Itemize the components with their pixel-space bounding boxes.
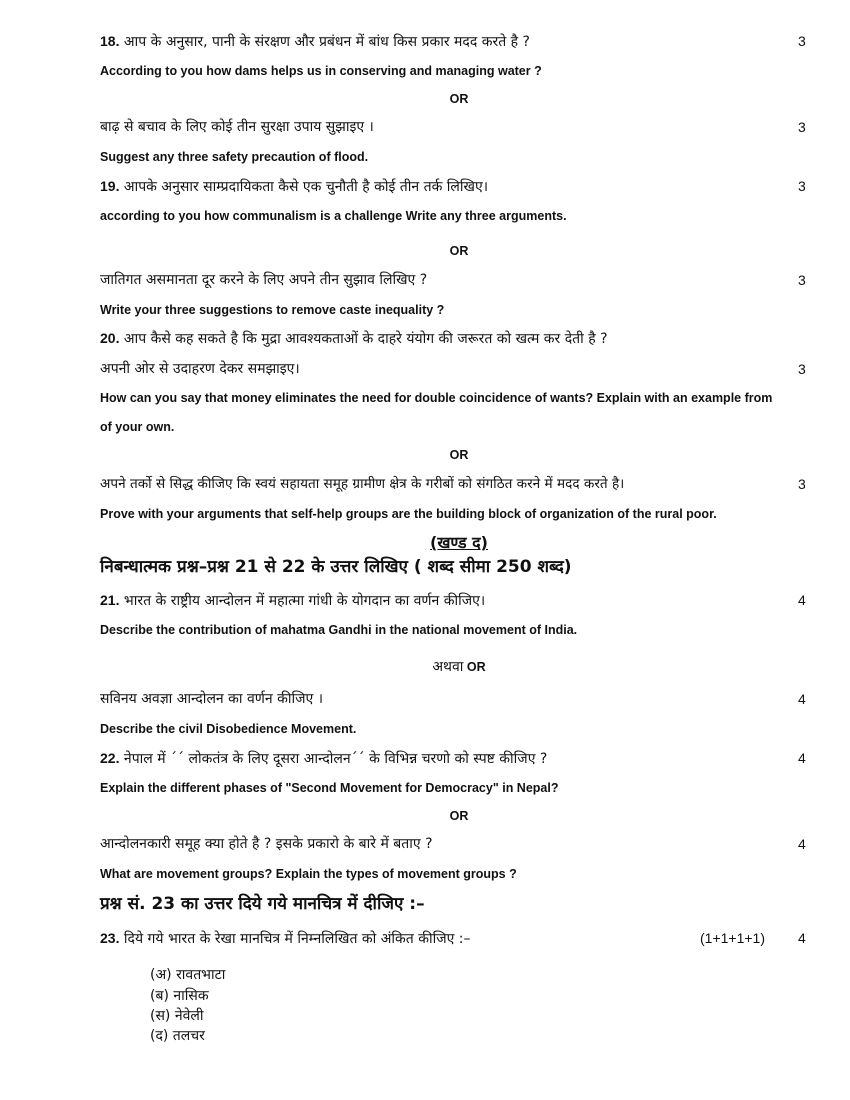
or-label: OR bbox=[449, 809, 469, 823]
marks-split: (1+1+1+1) bbox=[700, 930, 765, 946]
alt-question-hindi: जातिगत असमानता दूर करने के लिए अपने तीन सुझाव लिखिए ? bbox=[100, 272, 428, 288]
alt-question-hindi: सविनय अवज्ञा आन्दोलन का वर्णन कीजिए । bbox=[100, 691, 323, 707]
alt-question-english: Write your three suggestions to remove caste inequality ? bbox=[100, 303, 445, 317]
marks: 3 bbox=[798, 272, 806, 288]
alt-question-hindi: बाढ़ से बचाव के लिए कोई तीन सुरक्षा उपाय सुझाइए । bbox=[100, 119, 374, 135]
marks: 4 bbox=[798, 836, 806, 852]
alt-question-english: Prove with your arguments that self-help groups are the building block of organization of the rural poor. bbox=[100, 507, 717, 521]
section-heading: निबन्धात्मक प्रश्न–प्रश्न 21 से 22 के उत्तर लिखिए ( शब्द सीमा 250 शब्द) bbox=[100, 557, 572, 577]
alt-question-english: Suggest any three safety precaution of flood. bbox=[100, 150, 369, 164]
list-item: (स) नेवेली bbox=[150, 1008, 204, 1024]
question-number: 22. bbox=[100, 750, 120, 766]
question-number: 18. bbox=[100, 33, 120, 49]
list-item: (ब) नासिक bbox=[150, 988, 209, 1004]
section-title: (खण्ड द) bbox=[430, 533, 488, 552]
or-label: अथवा OR bbox=[432, 659, 486, 675]
marks: 3 bbox=[798, 361, 806, 377]
question-english: Describe the contribution of mahatma Gandhi in the national movement of India. bbox=[100, 623, 578, 637]
or-label: OR bbox=[449, 244, 469, 258]
marks: 4 bbox=[798, 592, 806, 608]
alt-question-english: What are movement groups? Explain the types of movement groups ? bbox=[100, 867, 517, 881]
question-number: 21. bbox=[100, 592, 120, 608]
list-item: (द) तलचर bbox=[150, 1028, 205, 1044]
question-number: 23. bbox=[100, 930, 120, 946]
question-number: 20. bbox=[100, 330, 120, 346]
marks: 3 bbox=[798, 33, 806, 49]
question-hindi: आपके अनुसार साम्प्रदायिकता कैसे एक चुनौती है कोई तीन तर्क लिखिए। bbox=[123, 179, 489, 195]
question-english: according to you how communalism is a challenge Write any three arguments. bbox=[100, 209, 567, 223]
marks: 4 bbox=[798, 750, 806, 766]
question-hindi: आप के अनुसार, पानी के संरक्षण और प्रबंधन में बांध किस प्रकार मदद करते है ? bbox=[123, 34, 530, 50]
question-hindi: नेपाल में ´´ लोकतंत्र के लिए दूसरा आन्दोलन´´ के विभिन्न चरणो को स्पष्ट कीजिए ? bbox=[123, 751, 548, 767]
marks: 4 bbox=[798, 930, 806, 946]
question-hindi: आप कैसे कह सकते है कि मुद्रा आवश्यकताओं के दाहरे यंयोग की जरूरत को खत्म कर देती है ? bbox=[123, 331, 608, 347]
question-number: 19. bbox=[100, 178, 120, 194]
or-label: OR bbox=[449, 92, 469, 106]
alt-question-english: Describe the civil Disobedience Movement. bbox=[100, 722, 357, 736]
marks: 3 bbox=[798, 178, 806, 194]
or-label: OR bbox=[449, 448, 469, 462]
marks: 3 bbox=[798, 119, 806, 135]
question-english: According to you how dams helps us in conserving and managing water ? bbox=[100, 64, 542, 78]
alt-question-hindi: अपने तर्को से सिद्ध कीजिए कि स्वयं सहायता समूह ग्रामीण क्षेत्र के गरीबों को संगठित करने में मदद करते है। bbox=[100, 476, 625, 492]
marks: 4 bbox=[798, 691, 806, 707]
question-english: How can you say that money eliminates the need for double coincidence of wants? Explain with an example from bbox=[100, 391, 773, 405]
marks: 3 bbox=[798, 476, 806, 492]
question-hindi: भारत के राष्ट्रीय आन्दोलन में महात्मा गांधी के योगदान का वर्णन कीजिए। bbox=[123, 593, 486, 609]
question-english-cont: of your own. bbox=[100, 420, 175, 434]
list-item: (अ) रावतभाटा bbox=[150, 967, 226, 983]
alt-question-hindi: आन्दोलनकारी समूह क्या होते है ? इसके प्रकारो के बारे में बताए ? bbox=[100, 836, 433, 852]
map-heading: प्रश्न सं. 23 का उत्तर दिये गये मानचित्र में दीजिए :– bbox=[100, 894, 425, 914]
question-hindi-cont: अपनी ओर से उदाहरण देकर समझाइए। bbox=[100, 361, 300, 377]
question-hindi: दिये गये भारत के रेखा मानचित्र में निम्नलिखित को अंकित कीजिए :– bbox=[123, 931, 471, 947]
question-english: Explain the different phases of "Second Movement for Democracy" in Nepal? bbox=[100, 781, 559, 795]
